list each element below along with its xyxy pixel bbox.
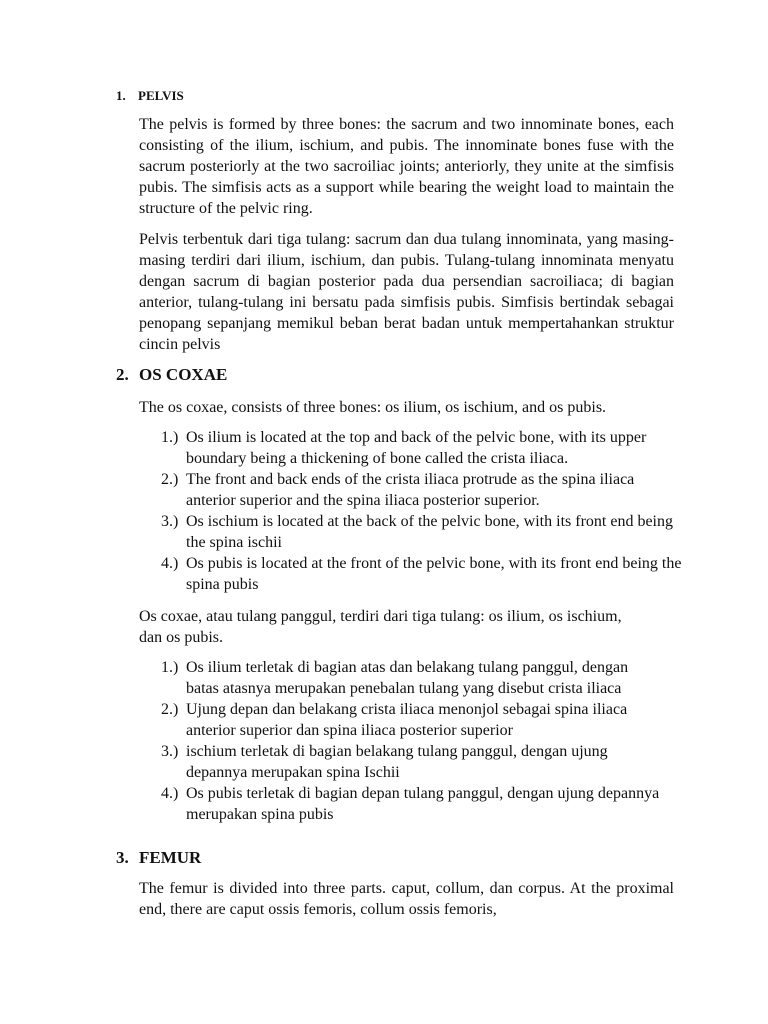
list-item-text: Os ischium is located at the back of the pelvic bone, with its front end being the spina ischii [186,513,673,551]
list-item-text: ischium terletak di bagian belakang tulang panggul, dengan ujung depannya merupakan spina Ischii [186,743,608,781]
pelvis-paragraph-english: The pelvis is formed by three bones: the sacrum and two innominate bones, each consisting of the ilium, ischium, and pubis. The innominate bones fuse with the sacrum posteriorly at the two sacroiliac joints; anteriorly, they unite at the simfisis pubis. The simfisis acts as a support while bearing the weight load to maintain the structure of the pelvic ring. [139,116,674,217]
list-item [139,699,664,741]
section-title: PELVIS [138,88,184,103]
section-number: 1. [116,88,126,103]
list-item-text: Ujung depan dan belakang crista iliaca menonjol sebagai spina iliaca anterior superior dan spina iliaca posterior superior [186,701,628,739]
section-number: 3. [116,848,129,867]
section-heading-femur [116,848,201,868]
list-item [139,741,664,783]
list-marker: 4.) [161,785,179,802]
list-item [139,553,684,595]
os-coxae-list-english [139,427,684,595]
femur-paragraph: The femur is divided into three parts. caput, collum, dan corpus. At the proximal end, there are caput ossis femoris, collum ossis femoris, [139,880,674,918]
list-item [139,783,664,825]
list-item-text: Os pubis is located at the front of the pelvic bone, with its front end being the spina pubis [186,555,682,593]
list-marker: 3.) [161,743,179,760]
list-item-text: The front and back ends of the crista iliaca protrude as the spina iliaca anterior superior and the spina iliaca posterior superior. [186,471,635,509]
list-marker: 3.) [161,513,179,530]
os-coxae-intro-indonesian: Os coxae, atau tulang panggul, terdiri dari tiga tulang: os ilium, os ischium, dan os pubis. [139,608,622,646]
list-marker: 2.) [161,701,179,718]
list-marker: 2.) [161,471,179,488]
list-item [139,469,684,511]
list-item [139,427,684,469]
section-title: FEMUR [139,848,202,867]
list-item-text: Os pubis terletak di bagian depan tulang panggul, dengan ujung depannya merupakan spina pubis [186,785,660,823]
list-item [139,511,684,553]
list-item [139,657,664,699]
list-item-text: Os ilium terletak di bagian atas dan belakang tulang panggul, dengan batas atasnya merupakan penebalan tulang yang disebut crista iliaca [186,659,629,697]
list-marker: 1.) [161,429,179,446]
os-coxae-list-indonesian [139,657,664,825]
list-marker: 4.) [161,555,179,572]
section-heading-os-coxae [116,365,227,385]
list-item-text: Os ilium is located at the top and back of the pelvic bone, with its upper boundary being a thickening of bone called the crista iliaca. [186,429,647,467]
os-coxae-intro-english: The os coxae, consists of three bones: os ilium, os ischium, and os pubis. [139,399,607,416]
section-number: 2. [116,365,129,384]
section-heading-pelvis [116,88,184,104]
section-title: OS COXAE [139,365,228,384]
pelvis-paragraph-indonesian: Pelvis terbentuk dari tiga tulang: sacrum dan dua tulang innominata, yang masing-masing terdiri dari ilium, ischium, dan pubis. Tulang-tulang innominata menyatu dengan sacrum di bagian posterior pada dua persendian sacroiliaca; di bagian anterior, tulang-tulang ini bersatu pada simfisis pubis. Simfisis bertindak sebagai penopang sepanjang memikul beban berat badan untuk mempertahankan struktur cincin pelvis [139,231,674,353]
list-marker: 1.) [161,659,179,676]
